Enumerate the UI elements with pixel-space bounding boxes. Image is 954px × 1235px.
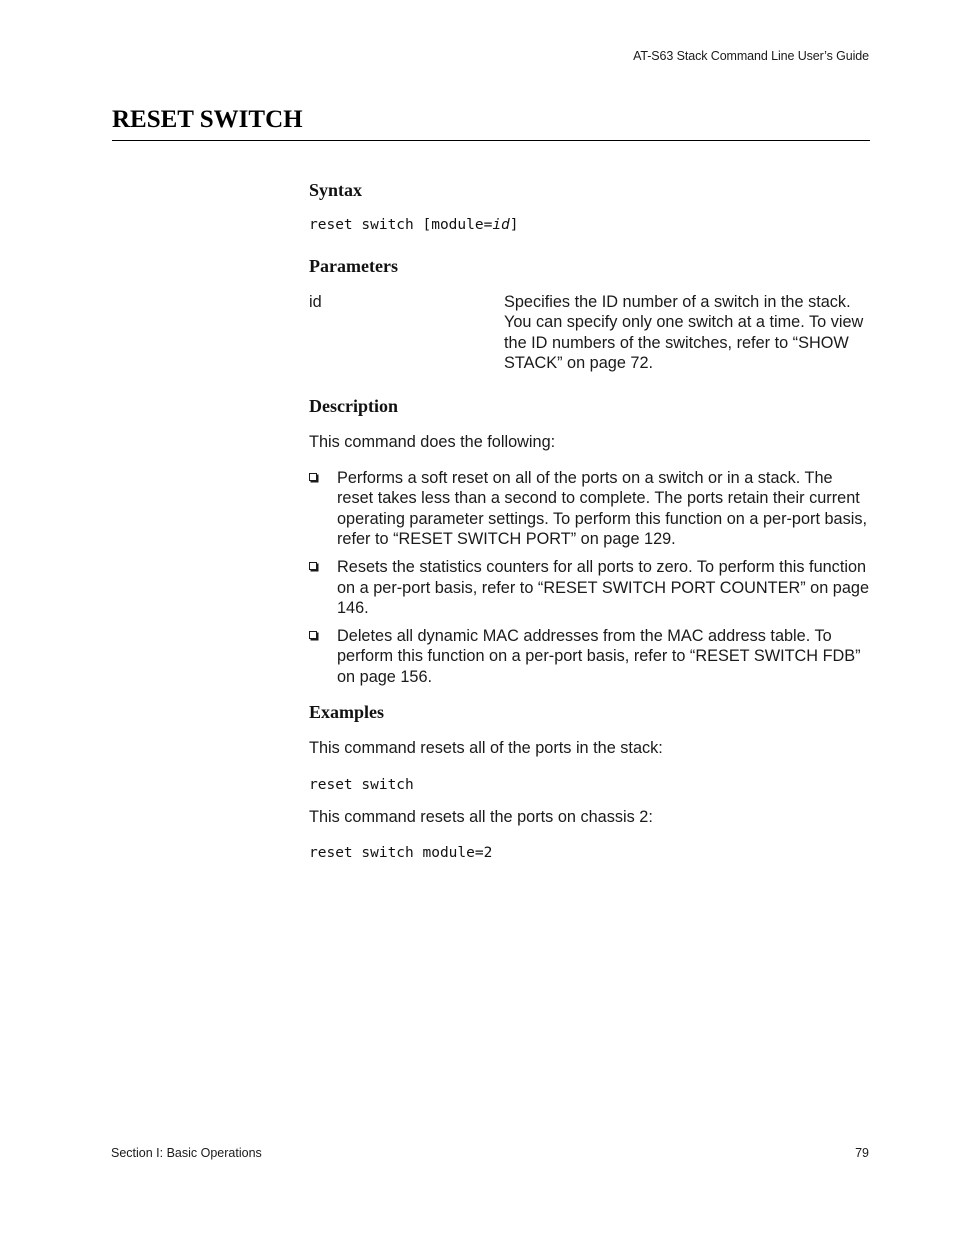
- list-item: [309, 468, 871, 550]
- checkbox-bullet-icon: [309, 473, 317, 481]
- footer-page-number: 79: [855, 1146, 869, 1160]
- example-code: reset switch: [309, 776, 414, 793]
- description-intro: This command does the following:: [309, 432, 556, 451]
- syntax-command-param: id: [492, 217, 510, 233]
- syntax-command: [309, 216, 871, 234]
- running-header: AT-S63 Stack Command Line User’s Guide: [633, 49, 869, 63]
- checkbox-bullet-icon: [309, 631, 317, 639]
- list-item: [309, 557, 871, 618]
- parameters-heading: Parameters: [309, 256, 398, 276]
- parameter-description: Specifies the ID number of a switch in the stack. You can specify only one switch at a time. To view the ID numbers of the switches, refer to “SHOW STACK” on page 72.: [504, 293, 864, 373]
- list-item-text: Deletes all dynamic MAC addresses from the MAC address table. To perform this function on a per-port basis, refer to “RESET SWITCH FDB” on page 156.: [337, 626, 861, 686]
- checkbox-bullet-icon: [309, 562, 317, 570]
- description-bullet-list: [309, 468, 871, 687]
- examples-heading: Examples: [309, 702, 385, 723]
- description-heading: Description: [309, 395, 398, 416]
- list-item-text: Resets the statistics counters for all ports to zero. To perform this function on a per-port basis, refer to “RESET SWITCH PORT COUNTER” on page 146.: [337, 558, 870, 617]
- parameter-name: id: [309, 293, 322, 311]
- example-code: reset switch module=2: [309, 844, 493, 861]
- footer-section: Section I: Basic Operations: [111, 1146, 262, 1160]
- list-item: [309, 626, 871, 687]
- content-column: [309, 178, 871, 862]
- syntax-heading: Syntax: [309, 180, 363, 200]
- list-item-text: Performs a soft reset on all of the ports on a switch or in a stack. The reset takes less than a second to complete. The ports retain their current operating parameter settings. To perform this function on a per-port basis, refer to “RESET SWITCH PORT” on page 129.: [337, 469, 868, 549]
- example-text: This command resets all the ports on chassis 2:: [309, 807, 653, 826]
- syntax-command-suffix: ]: [509, 217, 519, 233]
- page-title: RESET SWITCH: [112, 106, 303, 133]
- title-divider: [112, 140, 870, 141]
- example-text: This command resets all of the ports in the stack:: [309, 739, 663, 758]
- syntax-command-prefix: reset switch [module=: [309, 217, 493, 233]
- parameter-row: [309, 292, 871, 374]
